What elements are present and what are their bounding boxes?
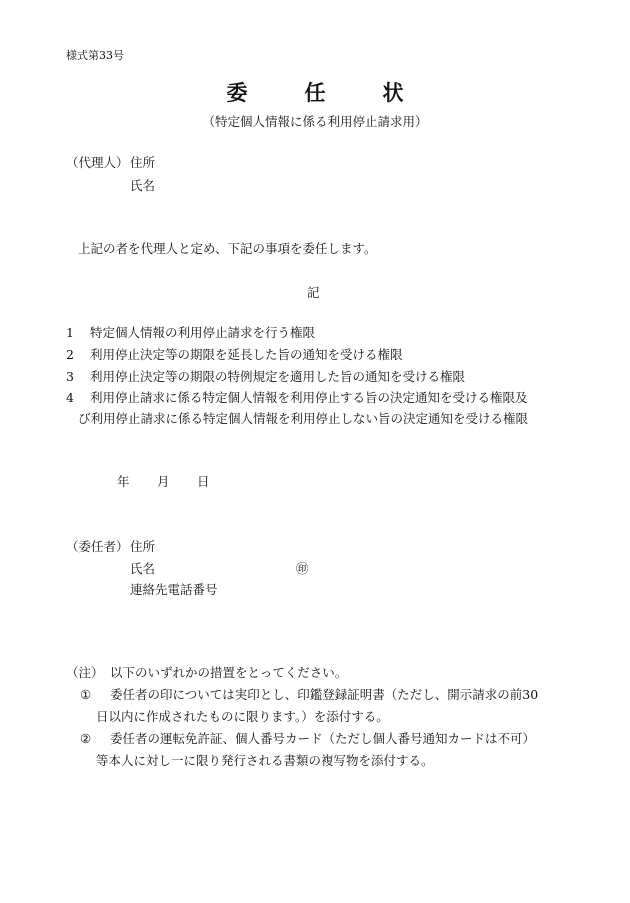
item-text-continued: び利用停止請求に係る特定個人情報を利用停止しない旨の決定通知を受ける権限 [78,411,529,426]
item-number: 4 [66,390,74,405]
item-number: 1 [66,325,74,340]
seal-mark: ㊞ [296,561,309,576]
date-month-label: 月 [157,474,170,489]
notes-label: （注） [66,665,104,680]
item-text: 利用停止請求に係る特定個人情報を利用停止する旨の決定通知を受ける権限及 [90,390,528,405]
note-2-line-1: 委任者の運転免許証、個人番号カード（ただし個人番号通知カードは不可） [110,731,536,746]
item-text: 特定個人情報の利用停止請求を行う権限 [90,325,316,340]
principal-phone-label: 連絡先電話番号 [130,582,218,597]
item-text: 利用停止決定等の期限の特例規定を適用した旨の通知を受ける権限 [90,369,466,384]
ki-heading: 記 [307,285,320,300]
note-1-line-2: 日以内に作成されたものに限ります。）を添付する。 [96,709,389,724]
agent-address-label: 住所 [130,155,156,170]
date-year-label: 年 [117,474,130,489]
note-1-line-1: 委任者の印については実印とし、印鑑登録証明書（ただし、開示請求の前30 [110,687,539,702]
principal-name-label: 氏名 [130,561,156,576]
item-text: 利用停止決定等の期限を延長した旨の通知を受ける権限 [90,347,403,362]
document-title: 委 任 状 [226,80,422,105]
agent-name-label: 氏名 [130,178,156,193]
item-number: 3 [66,369,74,384]
date-day-label: 日 [197,474,210,489]
notes-intro: 以下のいずれかの措置をとってください。 [110,665,348,680]
agent-role-label: （代理人） [66,155,129,170]
principal-role-label: （委任者） [66,539,129,554]
form-number: 様式第33号 [66,49,124,62]
note-2-line-2: 等本人に対し一に限り発行される書類の複写物を添付する。 [96,753,434,768]
note-1-mark: ① [80,687,92,702]
note-2-mark: ② [80,731,92,746]
principal-address-label: 住所 [130,539,156,554]
delegation-statement: 上記の者を代理人と定め、下記の事項を委任します。 [78,241,377,256]
document-subtitle: （特定個人情報に係る利用停止請求用） [202,114,428,129]
item-number: 2 [66,347,74,362]
